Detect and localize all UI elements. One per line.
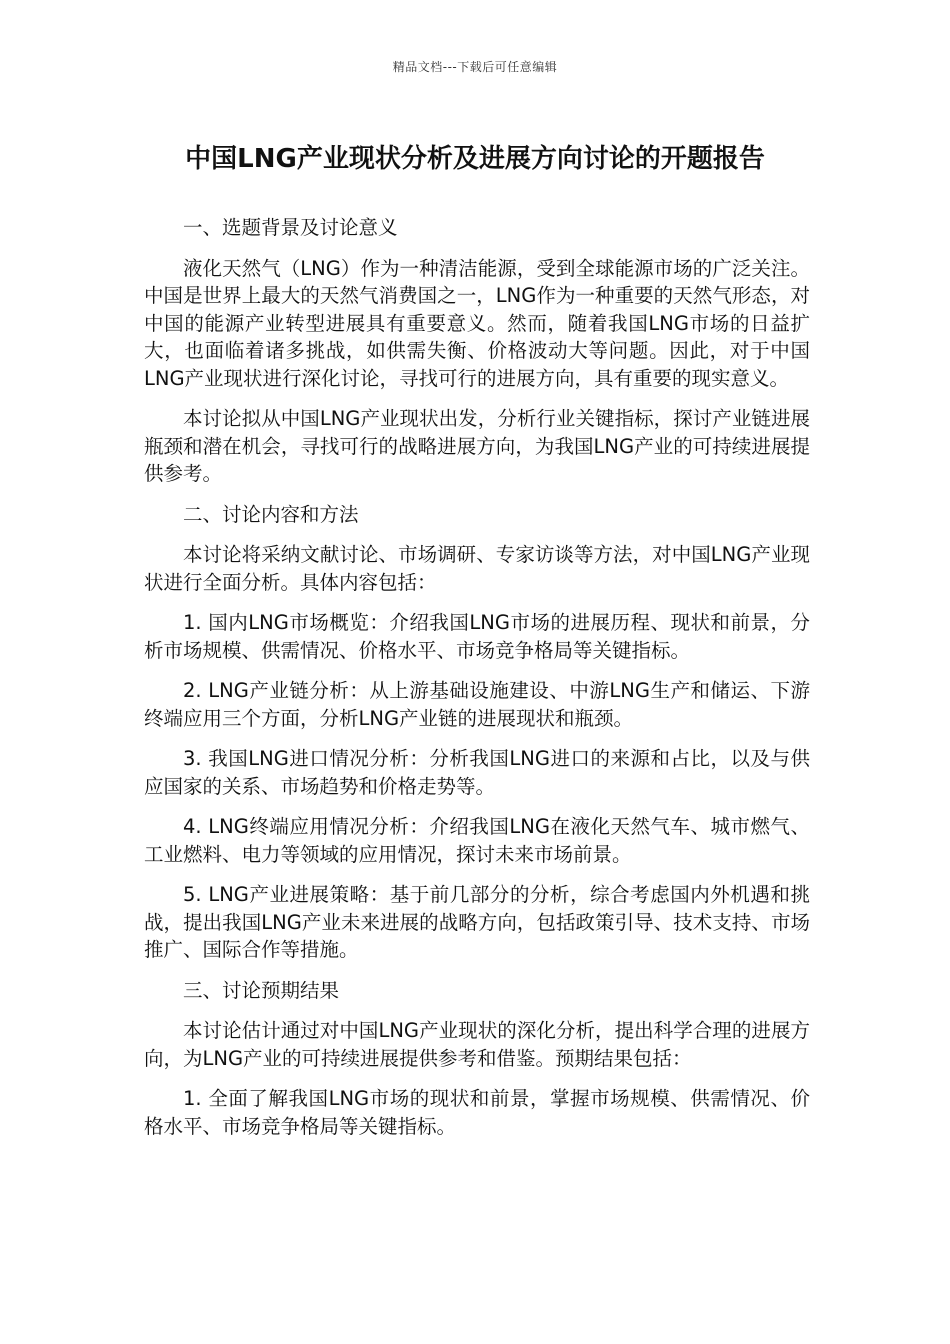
header-note: 精品文档---下载后可任意编辑 bbox=[392, 60, 558, 74]
section-heading-background: 一、选题背景及讨论意义 bbox=[183, 216, 398, 239]
paragraph-background: 液化天然气（LNG）作为一种清洁能源，受到全球能源市场的广泛关注。中国是世界上最大的天然气消费国之一，LNG作为一种重要的天然气形态，对中国的能源产业转型进展具有重要意义。然而，随着我国LNG市场的日益扩大，也面临着诸多挑战，如供需失衡、价格波动大等问题。因此，对于中国LNG产业现状进行深化讨论，寻找可行的进展方向，具有重要的现实意义。 bbox=[144, 256, 810, 390]
document-title: 中国LNG产业现状分析及进展方向讨论的开题报告 bbox=[185, 144, 765, 174]
paragraph-methods-intro: 本讨论将采纳文献讨论、市场调研、专家访谈等方法，对中国LNG产业现状进行全面分析。具体内容包括： bbox=[144, 543, 810, 594]
list-item-development-strategy: 5. LNG产业进展策略：基于前几部分的分析，综合考虑国内外机遇和挑战，提出我国LNG产业未来进展的战略方向，包括政策引导、技术支持、市场推广、国际合作等措施。 bbox=[144, 883, 810, 961]
list-item-terminal-applications: 4. LNG终端应用情况分析：介绍我国LNG在液化天然气车、城市燃气、工业燃料、电力等领域的应用情况，探讨未来市场前景。 bbox=[144, 815, 810, 866]
list-item-market-overview: 1. 国内LNG市场概览：介绍我国LNG市场的进展历程、现状和前景，分析市场规模、供需情况、价格水平、市场竞争格局等关键指标。 bbox=[144, 611, 810, 662]
section-heading-content-methods: 二、讨论内容和方法 bbox=[183, 502, 359, 526]
document-body bbox=[144, 214, 810, 1153]
paragraph-research-aim: 本讨论拟从中国LNG产业现状出发，分析行业关键指标，探讨产业链进展瓶颈和潜在机会，寻找可行的战略进展方向，为我国LNG产业的可持续进展提供参考。 bbox=[144, 407, 810, 485]
paragraph-expected-results-intro: 本讨论估计通过对中国LNG产业现状的深化分析，提出科学合理的进展方向，为LNG产业的可持续进展提供参考和借鉴。预期结果包括： bbox=[144, 1019, 810, 1070]
list-item-industry-chain: 2. LNG产业链分析：从上游基础设施建设、中游LNG生产和储运、下游终端应用三个方面，分析LNG产业链的进展现状和瓶颈。 bbox=[144, 679, 810, 730]
list-item-imports: 3. 我国LNG进口情况分析：分析我国LNG进口的来源和占比，以及与供应国家的关系、市场趋势和价格走势等。 bbox=[144, 747, 810, 798]
list-item-result-1: 1. 全面了解我国LNG市场的现状和前景，掌握市场规模、供需情况、价格水平、市场竞争格局等关键指标。 bbox=[144, 1087, 810, 1138]
section-heading-expected-results: 三、讨论预期结果 bbox=[183, 978, 340, 1002]
